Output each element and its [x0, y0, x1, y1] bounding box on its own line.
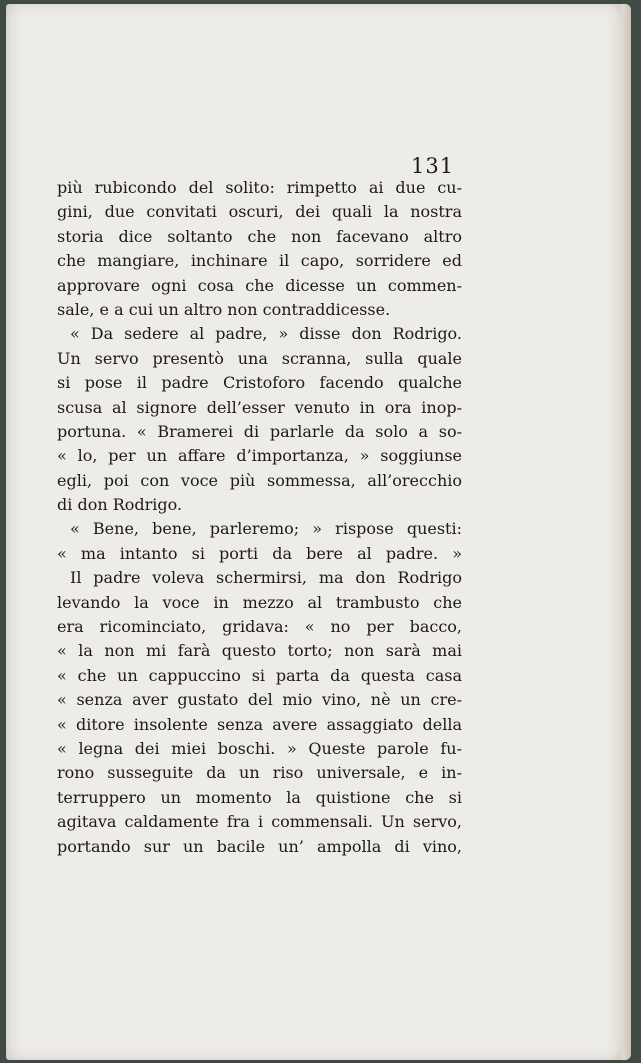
text-line: portando sur un bacile un’ ampolla di vino,	[57, 836, 462, 856]
text-line: levando la voce in mezzo al trambusto che	[57, 592, 462, 612]
text-line: era ricominciato, gridava: « no per bacco,	[57, 617, 462, 637]
text-line: « Da sedere al padre, » disse don Rodrigo.	[70, 324, 462, 344]
body-text	[57, 176, 462, 859]
text-line: Il padre voleva schermirsi, ma don Rodrigo	[70, 568, 462, 588]
text-line: più rubicondo del solito: rimpetto ai due cu-	[57, 178, 462, 197]
text-line: rono susseguite da un riso universale, e in-	[57, 763, 462, 783]
text-line: che mangiare, inchinare il capo, sorridere ed	[57, 251, 462, 271]
text-line: « senza aver gustato del mio vino, nè un cre-	[57, 690, 462, 710]
text-line: « la non mi farà questo torto; non sarà mai	[57, 641, 462, 661]
text-line: « ma intanto si porti da bere al padre. »	[57, 543, 462, 563]
text-line: egli, poi con voce più sommessa, all’orecchio	[57, 470, 462, 490]
text-line: approvare ogni cosa che dicesse un commen-	[57, 275, 462, 295]
text-line: terruppero un momento la quistione che si	[57, 787, 462, 807]
text-line: Un servo presentò una scranna, sulla quale	[57, 348, 462, 368]
text-line: storia dice soltanto che non facevano altro	[57, 226, 462, 246]
text-line: portuna. « Bramerei di parlarle da solo a so-	[57, 421, 462, 441]
text-line: « lo, per un affare d’importanza, » soggiunse	[57, 446, 462, 466]
text-line: si pose il padre Cristoforo facendo qualche	[57, 373, 462, 393]
text-line: scusa al signore dell’esser venuto in ora inop-	[57, 397, 462, 417]
text-line: agitava caldamente fra i commensali. Un servo,	[57, 812, 462, 832]
book-page	[6, 4, 631, 1060]
text-line: « legna dei miei boschi. » Queste parole fu-	[57, 738, 462, 758]
text-line: gini, due convitati oscuri, dei quali la nostra	[57, 202, 462, 222]
text-line: « che un cappuccino si parta da questa casa	[57, 665, 462, 685]
text-line: « Bene, bene, parleremo; » rispose questi:	[70, 519, 462, 539]
text-line: sale, e a cui un altro non contraddicesse.	[57, 299, 391, 319]
page-number: 131	[411, 154, 455, 178]
page-edge	[621, 4, 631, 1060]
text-line: « ditore insolente senza avere assaggiato della	[57, 714, 462, 734]
text-line: di don Rodrigo.	[57, 495, 183, 515]
